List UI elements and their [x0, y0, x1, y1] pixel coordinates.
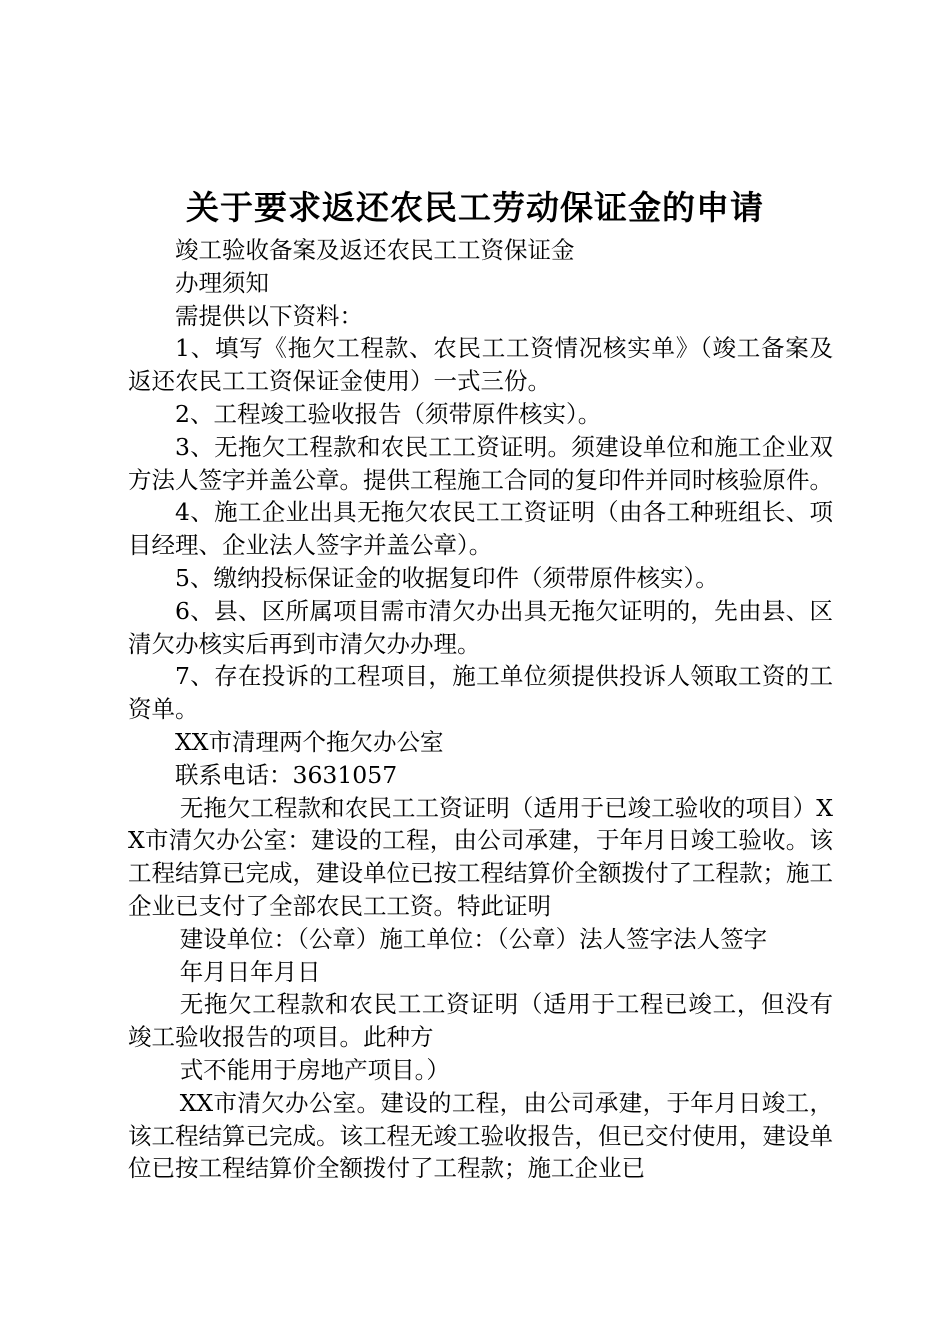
- paragraph: 无拖欠工程款和农民工工资证明（适用于已竣工验收的项目）XX市清欠办公室：建设的工程，由公司承建，于年月日竣工验收。该工程结算已完成，建设单位已按工程结算价全额拨付了工程款；施工企业已支付了全部农民工工资。特此证明: [128, 793, 833, 920]
- paragraph: 式不能用于房地产项目。）: [179, 1055, 450, 1084]
- paragraph: XX市清欠办公室。建设的工程，由公司承建，于年月日竣工，该工程结算已完成。该工程无竣工验收报告，但已交付使用，建设单位已按工程结算价全额拨付了工程款；施工企业已: [128, 1088, 833, 1183]
- paragraph: 竣工验收备案及返还农民工工资保证金: [175, 236, 575, 264]
- document-title: 关于要求返还农民工劳动保证金的申请: [186, 188, 764, 227]
- paragraph: 5、缴纳投标保证金的收据复印件（须带原件核实）。: [175, 563, 719, 592]
- paragraph: 1、填写《拖欠工程款、农民工工资情况核实单》（竣工备案及返还农民工工资保证金使用）一式三份。: [128, 334, 833, 396]
- paragraph: 2、工程竣工验收报告（须带原件核实）。: [175, 399, 602, 428]
- paragraph: 3、无拖欠工程款和农民工工资证明。须建设单位和施工企业双方法人签字并盖公章。提供工程施工合同的复印件并同时核验原件。: [128, 432, 833, 494]
- paragraph: 7、存在投诉的工程项目，施工单位须提供投诉人领取工资的工资单。: [128, 662, 833, 724]
- paragraph: 办理须知: [175, 268, 269, 297]
- document-body: [128, 234, 833, 1185]
- paragraph: 6、县、区所属项目需市清欠办出具无拖欠证明的，先由县、区清欠办核实后再到市清欠办办理。: [128, 596, 833, 658]
- paragraph: 建设单位：（公章）施工单位：（公章）法人签字法人签字: [179, 924, 768, 953]
- paragraph: 4、施工企业出具无拖欠农民工工资证明（由各工种班组长、项目经理、企业法人签字并盖公章）。: [128, 498, 833, 560]
- paragraph: 年月日年月日: [179, 957, 321, 986]
- paragraph: 无拖欠工程款和农民工工资证明（适用于工程已竣工，但没有竣工验收报告的项目。此种方: [128, 990, 833, 1052]
- paragraph: 联系电话：3631057: [175, 760, 398, 789]
- paragraph: 需提供以下资料：: [175, 301, 363, 330]
- paragraph: XX市清理两个拖欠办公室: [175, 727, 444, 756]
